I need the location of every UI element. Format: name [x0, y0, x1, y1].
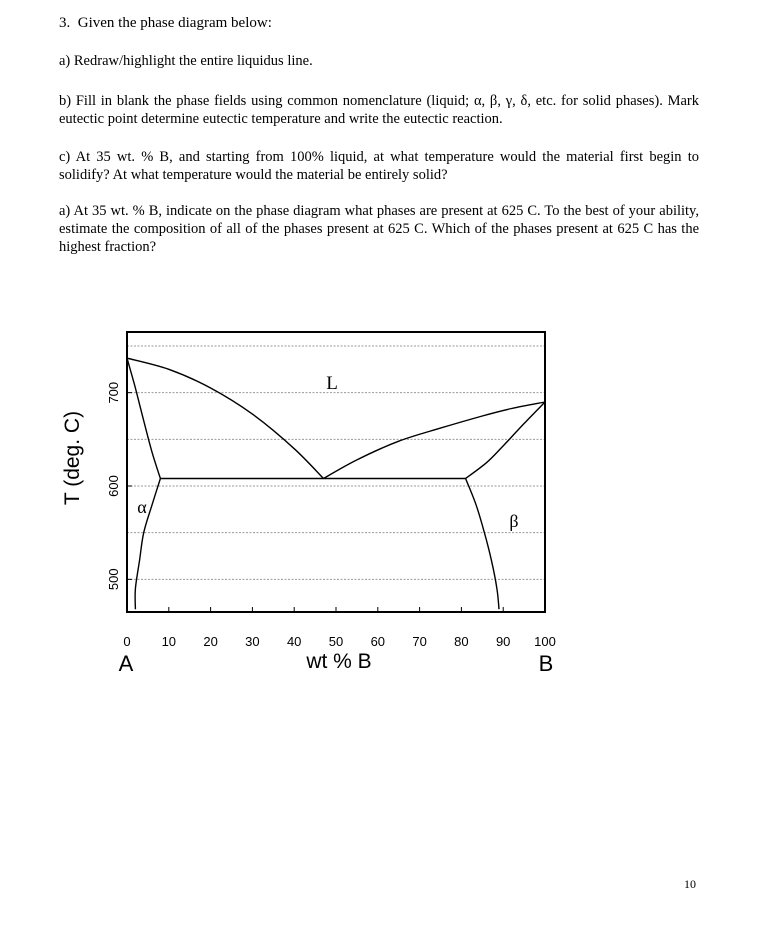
- curve-solidus-alpha: [127, 358, 160, 478]
- x-tick-label: 90: [495, 634, 511, 649]
- x-tick-label: 40: [286, 634, 302, 649]
- question-part-b: b) Fill in blank the phase fields using common nomenclature (liquid; α, β, γ, δ, etc. for solid phases). Mark eutectic point determine eutectic temperature and write the eutectic reaction.: [59, 93, 699, 127]
- curve-solvus-beta: [466, 479, 499, 610]
- curve-liquidus-right: [324, 402, 546, 479]
- x-tick-label: 20: [203, 634, 218, 649]
- x-tick-label: 50: [328, 634, 344, 649]
- phase-label-liquid: L: [326, 373, 338, 394]
- x-tick-label: 70: [412, 634, 427, 649]
- x-axis-label: wt % B: [306, 650, 372, 673]
- y-tick-label: 500: [106, 568, 121, 591]
- question-part-c: c) At 35 wt. % B, and starting from 100% liquid, at what temperature would the material first begin to solidify? At what temperature would the material be entirely solid?: [59, 149, 699, 183]
- question-part-d: a) At 35 wt. % B, indicate on the phase diagram what phases are present at 625 C. To the best of your ability, estimate the composition of all of the phases present at 625 C. Which of the phases present at 625 C has the highest fraction?: [59, 203, 699, 255]
- x-tick-label: 10: [161, 634, 177, 649]
- question-title: 3. Given the phase diagram below:: [59, 15, 272, 31]
- y-tick-label: 700: [106, 381, 121, 404]
- component-b-label: B: [538, 651, 554, 676]
- x-tick-label: 100: [534, 634, 556, 649]
- question-part-a: a) Redraw/highlight the entire liquidus line.: [59, 53, 313, 69]
- x-tick-label: 30: [245, 634, 260, 649]
- page-number: 10: [684, 877, 696, 891]
- y-tick-label: 600: [106, 475, 121, 497]
- x-tick-label: 0: [123, 634, 131, 649]
- curve-solidus-beta: [466, 402, 545, 479]
- phase-label-alpha: α: [137, 497, 147, 517]
- component-a-label: A: [118, 651, 134, 676]
- curve-liquidus-left: [127, 358, 324, 478]
- y-axis-label: T (deg. C): [61, 410, 84, 506]
- x-tick-label: 60: [370, 634, 386, 649]
- phase-label-beta: β: [509, 511, 519, 531]
- x-tick-label: 80: [454, 634, 469, 649]
